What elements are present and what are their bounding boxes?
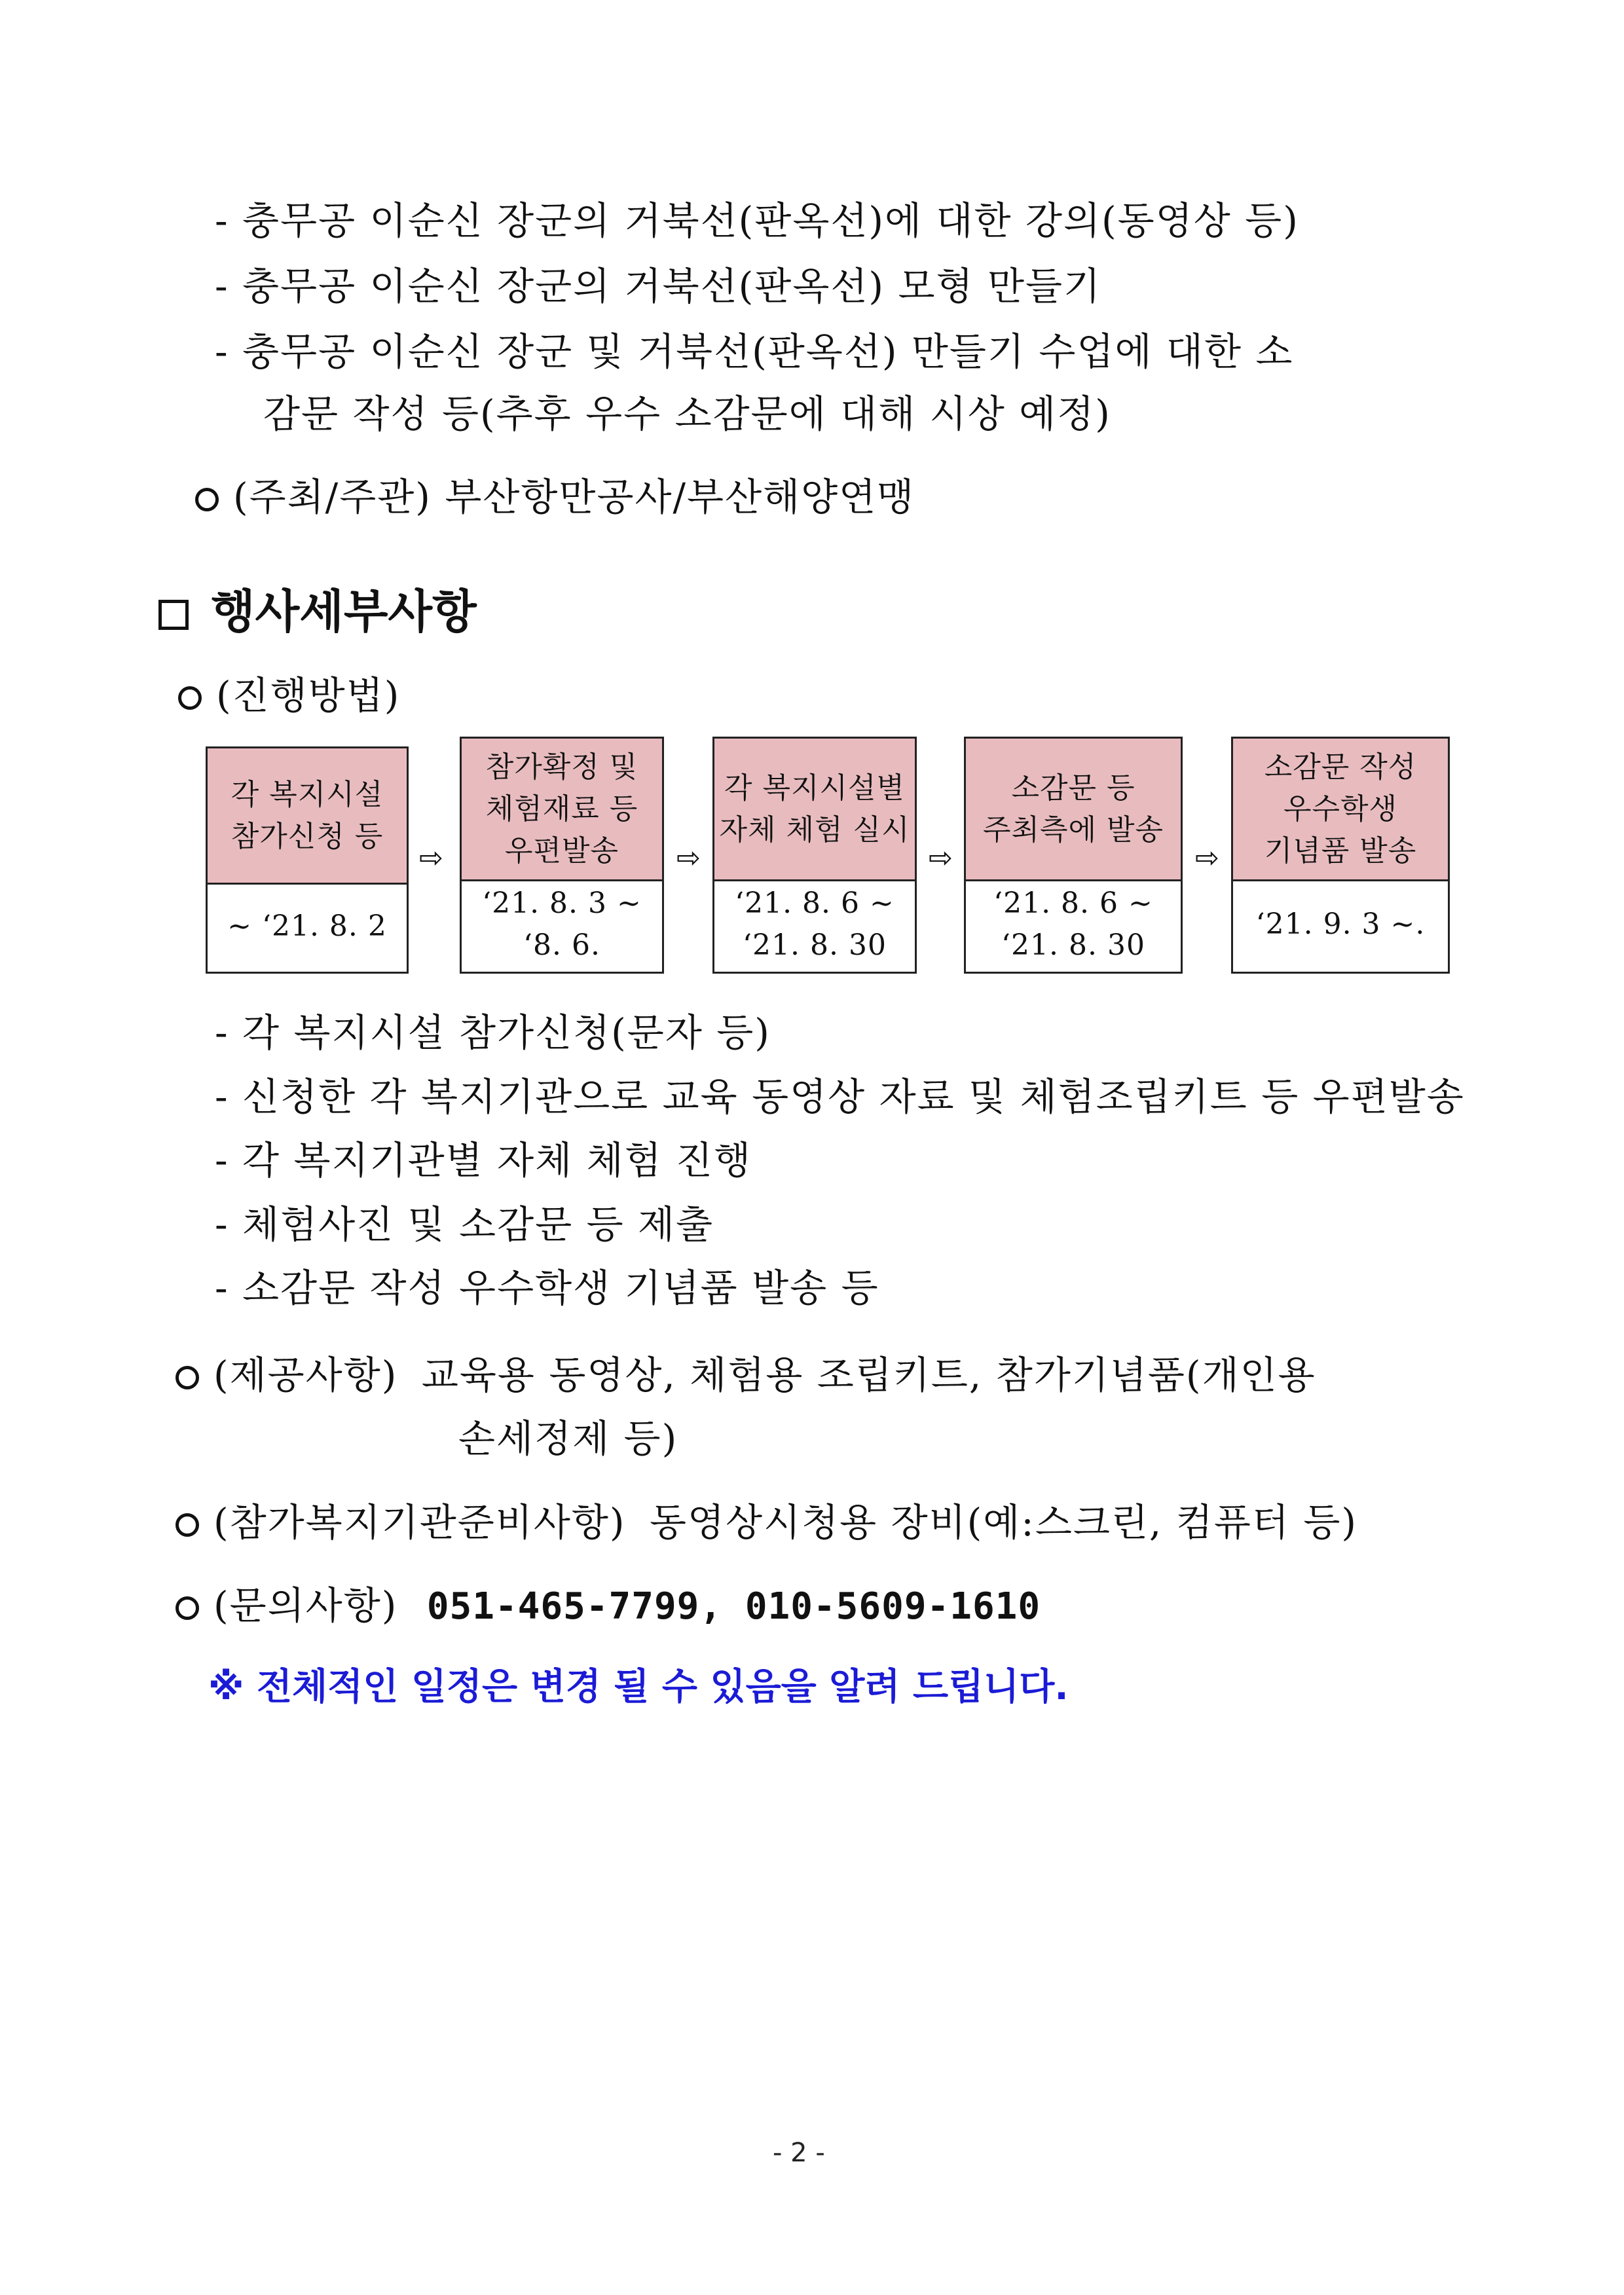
flow-step-3: [712, 737, 917, 974]
provided-line: [175, 1344, 1316, 1399]
method-item: - 소감문 작성 우수학생 기념품 발송 등: [215, 1266, 879, 1310]
page-number: - 2 -: [773, 2138, 825, 2168]
flow-step-date-text: ‘21. 9. 3 ~.: [1255, 908, 1426, 941]
section-heading: [158, 575, 477, 641]
flow-step-date: [208, 881, 407, 972]
method-heading: [178, 665, 400, 720]
flow-step-5: [1231, 737, 1450, 974]
circle-bullet-icon: [175, 1513, 199, 1537]
method-item: - 체험사진 및 소감문 등 제출: [215, 1202, 714, 1247]
method-item: - 신청한 각 복지기관으로 교육 동영상 자료 및 체험조립키트 등 우편발송: [215, 1074, 1465, 1119]
circle-bullet-icon: [175, 1596, 199, 1620]
flow-step-date-text: ‘21. 8. 6 ~ ‘21. 8. 30: [993, 887, 1153, 962]
intro-item: - 충무공 이순신 장군 및 거북선(판옥선) 만들기 수업에 대한 소: [215, 329, 1294, 374]
flow-step-4: [964, 737, 1183, 974]
host-line: [195, 466, 915, 521]
intro-item-continuation: 감문 작성 등(추후 우수 소감문에 대해 시상 예정): [263, 392, 1111, 436]
right-arrow-icon: ⇨: [929, 841, 953, 875]
flow-step-date-text: ‘21. 8. 6 ~ ‘21. 8. 30: [735, 887, 895, 962]
method-label: (진행방법): [216, 673, 401, 718]
flow-step-date: [462, 877, 662, 972]
flow-step-date-text: ~ ‘21. 8. 2: [227, 909, 387, 943]
flow-step-task: [966, 739, 1181, 881]
flow-step-task: [714, 739, 915, 881]
circle-bullet-icon: [195, 488, 219, 511]
circle-bullet-icon: [175, 1366, 199, 1389]
right-arrow-icon: ⇨: [1195, 841, 1219, 875]
host-text: (주최/주관) 부산항만공사/부산해양연맹: [233, 475, 915, 519]
flow-step-1: [206, 746, 409, 974]
flow-step-date: [1233, 877, 1448, 972]
flow-step-task-text: 각 복지시설 참가신청 등: [231, 777, 384, 853]
inquiry-line: [175, 1575, 1041, 1630]
square-bullet-icon: [158, 600, 189, 630]
flow-step-date: [966, 877, 1181, 972]
flow-step-task-text: 참가확정 및 체험재료 등 우편발송: [485, 750, 638, 868]
inquiry-phones: 051-465-7799, 010-5609-1610: [426, 1585, 1041, 1628]
prep-text: 동영상시청용 장비(예:스크린, 컴퓨터 등): [649, 1500, 1357, 1545]
right-arrow-icon: ⇨: [676, 841, 701, 875]
flow-step-task-text: 소감문 등 주최측에 발송: [982, 771, 1164, 847]
inquiry-label: (문의사항): [213, 1583, 398, 1628]
section-title: 행사세부사항: [211, 585, 477, 638]
circle-bullet-icon: [178, 686, 202, 710]
right-arrow-icon: ⇨: [419, 841, 443, 875]
flow-step-task-text: 소감문 작성 우수학생 기념품 발송: [1264, 750, 1417, 868]
provided-continuation: 손세정제 등): [458, 1416, 678, 1461]
flow-step-task: [1233, 739, 1448, 881]
provided-text: 교육용 동영상, 체험용 조립키트, 참가기념품(개인용: [421, 1353, 1316, 1397]
intro-item: - 충무공 이순신 장군의 거북선(판옥선) 모형 만들기: [215, 264, 1102, 308]
flow-step-date-text: ‘21. 8. 3 ~ ‘8. 6.: [482, 887, 642, 962]
prep-line: [175, 1492, 1357, 1547]
flow-step-date: [714, 877, 915, 972]
flow-step-2: [460, 737, 664, 974]
intro-item: - 충무공 이순신 장군의 거북선(판옥선)에 대한 강의(동영상 등): [215, 198, 1299, 243]
flow-step-task: [462, 739, 662, 881]
prep-label: (참가복지기관준비사항): [213, 1500, 626, 1545]
method-item: - 각 복지기관별 자체 체험 진행: [215, 1138, 752, 1183]
flow-step-task-text: 각 복지시설별 자체 체험 실시: [719, 771, 910, 847]
schedule-change-notice: ※ 전체적인 일정은 변경 될 수 있음을 알려 드립니다.: [208, 1666, 1069, 1708]
flow-step-task: [208, 748, 407, 885]
provided-label: (제공사항): [213, 1353, 398, 1397]
method-item: - 각 복지시설 참가신청(문자 등): [215, 1010, 771, 1055]
